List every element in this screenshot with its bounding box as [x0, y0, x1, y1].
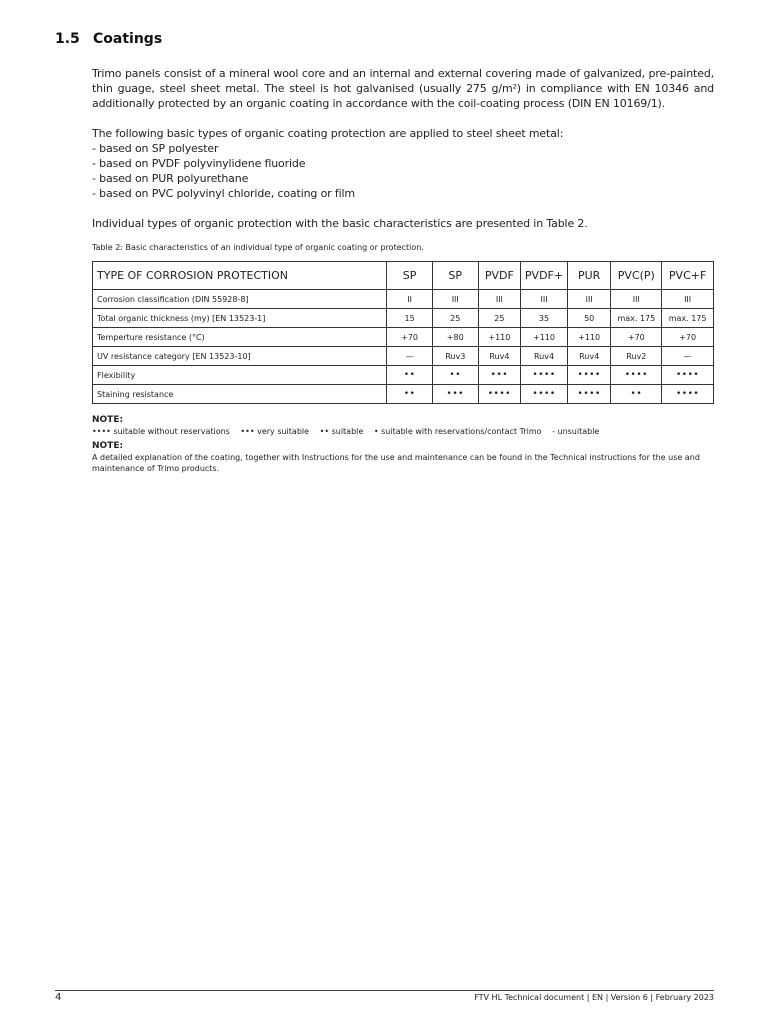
- column-header: PUR: [567, 262, 611, 290]
- table-cell: max. 175: [662, 309, 714, 328]
- section-heading: [55, 31, 162, 47]
- section-number: 1.5: [55, 31, 80, 47]
- rating-dots: ••: [387, 385, 433, 404]
- table-row: [93, 385, 714, 404]
- table-cell: Ruv3: [432, 347, 478, 366]
- table-cell: 50: [567, 309, 611, 328]
- rating-legend: [92, 426, 714, 437]
- row-label: Corrosion classification (DIN 55928-8]: [93, 290, 387, 309]
- list-item: - based on SP polyester: [92, 142, 219, 155]
- table-reference-paragraph: Individual types of organic protection with the basic characteristics are presented in Table 2.: [92, 217, 588, 230]
- rating-dots: ••: [432, 366, 478, 385]
- table-cell: 15: [387, 309, 433, 328]
- coating-characteristics-table: [92, 261, 714, 404]
- table-cell: III: [432, 290, 478, 309]
- rating-dots: ••••: [567, 385, 611, 404]
- table-cell: +70: [611, 328, 662, 347]
- table-row: [93, 290, 714, 309]
- column-header: TYPE OF CORROSION PROTECTION: [93, 262, 387, 290]
- page-number: 4: [55, 992, 62, 1003]
- legend-item: ••• very suitable: [240, 427, 310, 436]
- table-cell: Ruv4: [567, 347, 611, 366]
- row-label: Temperture resistance (°C): [93, 328, 387, 347]
- table-header-row: [93, 262, 714, 290]
- rating-dots: ••: [611, 385, 662, 404]
- rating-dots: ••••: [567, 366, 611, 385]
- row-label: Total organic thickness (my) [EN 13523-1]: [93, 309, 387, 328]
- table-cell: III: [662, 290, 714, 309]
- table-row: [93, 366, 714, 385]
- table-cell: Ruv2: [611, 347, 662, 366]
- table-cell: max. 175: [611, 309, 662, 328]
- table-caption: Table 2: Basic characteristics of an individual type of organic coating or protection.: [92, 243, 424, 252]
- table-cell: III: [478, 290, 521, 309]
- row-label: Flexibility: [93, 366, 387, 385]
- table-row: [93, 309, 714, 328]
- table-cell: Ruv4: [521, 347, 568, 366]
- document-info: FTV HL Technical document | EN | Version 6 | February 2023: [474, 993, 714, 1002]
- rating-dots: ••: [387, 366, 433, 385]
- rating-dots: ••••: [662, 366, 714, 385]
- legend-item: •••• suitable without reservations: [92, 427, 230, 436]
- column-header: SP: [432, 262, 478, 290]
- table-cell: +110: [521, 328, 568, 347]
- legend-item: - unsuitable: [552, 427, 600, 436]
- rating-dots: •••: [478, 366, 521, 385]
- column-header: PVDF: [478, 262, 521, 290]
- main-content: [92, 66, 714, 474]
- table-cell: III: [567, 290, 611, 309]
- rating-dots: ••••: [521, 385, 568, 404]
- list-item: - based on PUR polyurethane: [92, 172, 249, 185]
- rating-dots: ••••: [478, 385, 521, 404]
- intro-paragraph: Trimo panels consist of a mineral wool core and an internal and external covering made of galvanized, pre-painted, thin guage, steel sheet metal. The steel is hot galvanised (usually 275 g/m²) in compliance with EN 10346 and additionally protected by an organic coating in accordance with the coil-coating process (DIN EN 10169/1).: [92, 67, 714, 110]
- coating-types-block: [92, 126, 714, 201]
- note-label: NOTE:: [92, 441, 124, 451]
- table-cell: +110: [567, 328, 611, 347]
- table-cell: Ruv4: [478, 347, 521, 366]
- table-cell: +110: [478, 328, 521, 347]
- footer-divider: [55, 990, 714, 991]
- column-header: PVC(P): [611, 262, 662, 290]
- table-row: [93, 328, 714, 347]
- rating-dots: ••••: [662, 385, 714, 404]
- table-cell: —: [387, 347, 433, 366]
- table-cell: II: [387, 290, 433, 309]
- list-item: - based on PVDF polyvinylidene fluoride: [92, 157, 306, 170]
- table-row: [93, 347, 714, 366]
- column-header: PVC+F: [662, 262, 714, 290]
- coating-types-intro: The following basic types of organic coating protection are applied to steel sheet metal:: [92, 127, 564, 140]
- column-header: PVDF+: [521, 262, 568, 290]
- section-title: Coatings: [93, 31, 163, 47]
- row-label: UV resistance category [EN 13523-10]: [93, 347, 387, 366]
- notes-section: [92, 415, 714, 474]
- table-cell: III: [611, 290, 662, 309]
- column-header: SP: [387, 262, 433, 290]
- list-item: - based on PVC polyvinyl chloride, coating or film: [92, 187, 355, 200]
- legend-item: •• suitable: [319, 427, 364, 436]
- table-cell: —: [662, 347, 714, 366]
- row-label: Staining resistance: [93, 385, 387, 404]
- table-cell: +70: [387, 328, 433, 347]
- table-cell: +80: [432, 328, 478, 347]
- rating-dots: ••••: [521, 366, 568, 385]
- table-cell: 25: [432, 309, 478, 328]
- note-label: NOTE:: [92, 415, 124, 425]
- table-cell: 35: [521, 309, 568, 328]
- table-cell: III: [521, 290, 568, 309]
- rating-dots: ••••: [611, 366, 662, 385]
- table-cell: 25: [478, 309, 521, 328]
- legend-item: • suitable with reservations/contact Trimo: [373, 427, 542, 436]
- rating-dots: •••: [432, 385, 478, 404]
- table-cell: +70: [662, 328, 714, 347]
- note-text: A detailed explanation of the coating, together with Instructions for the use and maintenance can be found in the Technical instructions for the use and maintenance of Trimo products.: [92, 453, 700, 473]
